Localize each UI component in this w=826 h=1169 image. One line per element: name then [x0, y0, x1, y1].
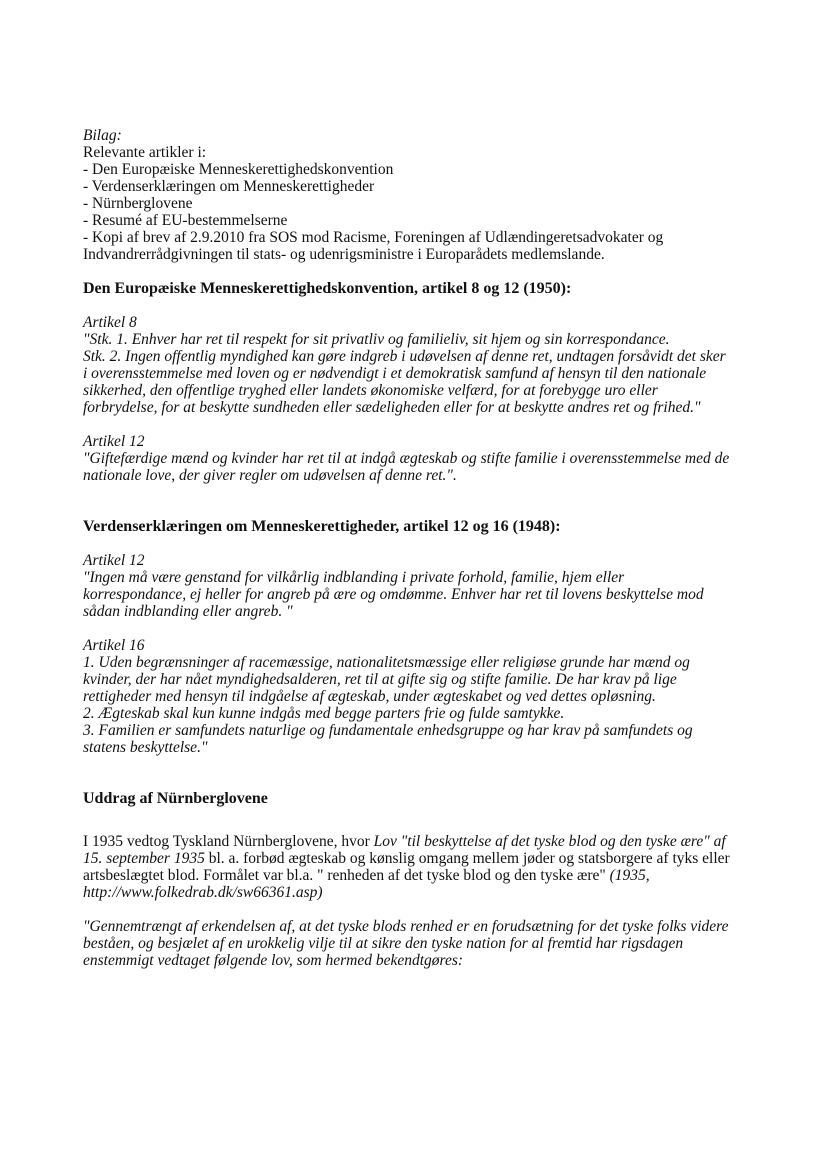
intro-line: Indvandrerrådgivningen til stats- og udenrigsministre i Europarådets medlemslande.: [83, 246, 605, 263]
section-heading: Den Europæiske Menneskerettighedskonvention, artikel 8 og 12 (1950):: [83, 280, 572, 297]
text-run-italic: (1935,: [609, 867, 650, 884]
article-text-line: "Stk. 1. Enhver har ret til respekt for sit privatliv og familieliv, sit hjem og sin korrespondance.: [83, 331, 670, 348]
appendix-title: Bilag:: [83, 127, 122, 144]
article-text-line: statens beskyttelse.": [83, 739, 208, 756]
article-text-line: forbrydelse, for at beskytte sundheden eller sædeligheden eller for at beskytte andres ret og frihed.": [83, 399, 701, 416]
article-text-line: rettigheder med hensyn til indgåelse af ægteskab, under ægteskabet og ved dettes opløsning.: [83, 688, 656, 705]
quote-line: enstemmigt vedtaget følgende lov, som hermed bekendtgøres:: [83, 952, 464, 969]
text-run: artsbeslægtet blod. Formålet var bl.a. " renheden af det tyske blod og den tyske ære": [83, 867, 610, 884]
paragraph-line: [83, 884, 783, 901]
article-text-line: korrespondance, ej heller for angreb på ære og omdømme. Enhver har ret til lovens beskyttelse mod: [83, 586, 704, 603]
section-heading: Verdenserklæringen om Menneskerettigheder, artikel 12 og 16 (1948):: [83, 518, 561, 535]
udhr-section: [83, 518, 783, 756]
paragraph-line: [83, 850, 783, 867]
article-text-line: "Giftefærdige mænd og kvinder har ret til at indgå ægteskab og stifte familie i overensstemmelse med de: [83, 450, 730, 467]
document-page: [83, 127, 783, 969]
intro-section: [83, 127, 783, 263]
article-text-line: kvinder, der har nået myndighedsalderen, ret til at gifte sig og stifte familie. De har krav på lige: [83, 671, 677, 688]
intro-line: - Resumé af EU-bestemmelserne: [83, 212, 288, 229]
text-run: bl. a. forbød ægteskab og kønslig omgang mellem jøder og statsborgere af tyks eller: [204, 850, 730, 867]
article-text-line: i overensstemmelse med loven og er nødvendigt i et demokratisk samfund af hensyn til den nationale: [83, 365, 707, 382]
intro-line: Relevante artikler i:: [83, 144, 207, 161]
intro-line: - Kopi af brev af 2.9.2010 fra SOS mod Racisme, Foreningen af Udlændingeretsadvokater og: [83, 229, 664, 246]
article-text-line: 3. Familien er samfundets naturlige og fundamentale enhedsgruppe og har krav på samfundets og: [83, 722, 693, 739]
article-text-line: 2. Ægteskab skal kun kunne indgås med begge parters frie og fulde samtykke.: [83, 705, 565, 722]
article-label: Artikel 8: [83, 314, 137, 331]
text-run: I 1935 vedtog Tyskland Nürnberglovene, hvor: [83, 833, 374, 850]
paragraph-line: [83, 833, 783, 850]
intro-line: - Den Europæiske Menneskerettighedskonvention: [83, 161, 394, 178]
echr-section: [83, 280, 783, 484]
quote-line: beståen, og besjælet af en urokkelig vilje til at sikre den tyske nation for al fremtid har rigsdagen: [83, 935, 684, 952]
quote-line: "Gennemtrængt af erkendelsen af, at det tyske blods renhed er en forudsætning for det tyske folks videre: [83, 918, 729, 935]
article-text-line: nationale love, der giver regler om udøvelsen af denne ret.".: [83, 467, 457, 484]
section-heading: Uddrag af Nürnberglovene: [83, 790, 268, 807]
article-text-line: sikkerhed, den offentlige tryghed eller landets økonomiske velfærd, for at forebygge uro eller: [83, 382, 658, 399]
article-text-line: "Ingen må være genstand for vilkårlig indblanding i private forhold, familie, hjem eller: [83, 569, 625, 586]
article-text-line: sådan indblanding eller angreb. ": [83, 603, 293, 620]
article-label: Artikel 16: [83, 637, 145, 654]
intro-line: - Verdenserklæringen om Menneskerettigheder: [83, 178, 375, 195]
article-text-line: Stk. 2. Ingen offentlig myndighed kan gøre indgreb i udøvelsen af denne ret, undtagen forsåvidt det sker: [83, 348, 726, 365]
intro-line: - Nürnberglovene: [83, 195, 193, 212]
nurnberg-section: [83, 790, 783, 969]
paragraph-line: [83, 867, 783, 884]
article-label: Artikel 12: [83, 433, 145, 450]
text-run-italic: Lov "til beskyttelse af det tyske blod og den tyske ære" af: [373, 833, 726, 850]
article-label: Artikel 12: [83, 552, 145, 569]
text-run-italic: 15. september 1935: [83, 850, 205, 867]
source-link: http://www.folkedrab.dk/sw66361.asp): [83, 884, 323, 901]
article-text-line: 1. Uden begrænsninger af racemæssige, nationalitetsmæssige eller religiøse grunde har mænd og: [83, 654, 690, 671]
